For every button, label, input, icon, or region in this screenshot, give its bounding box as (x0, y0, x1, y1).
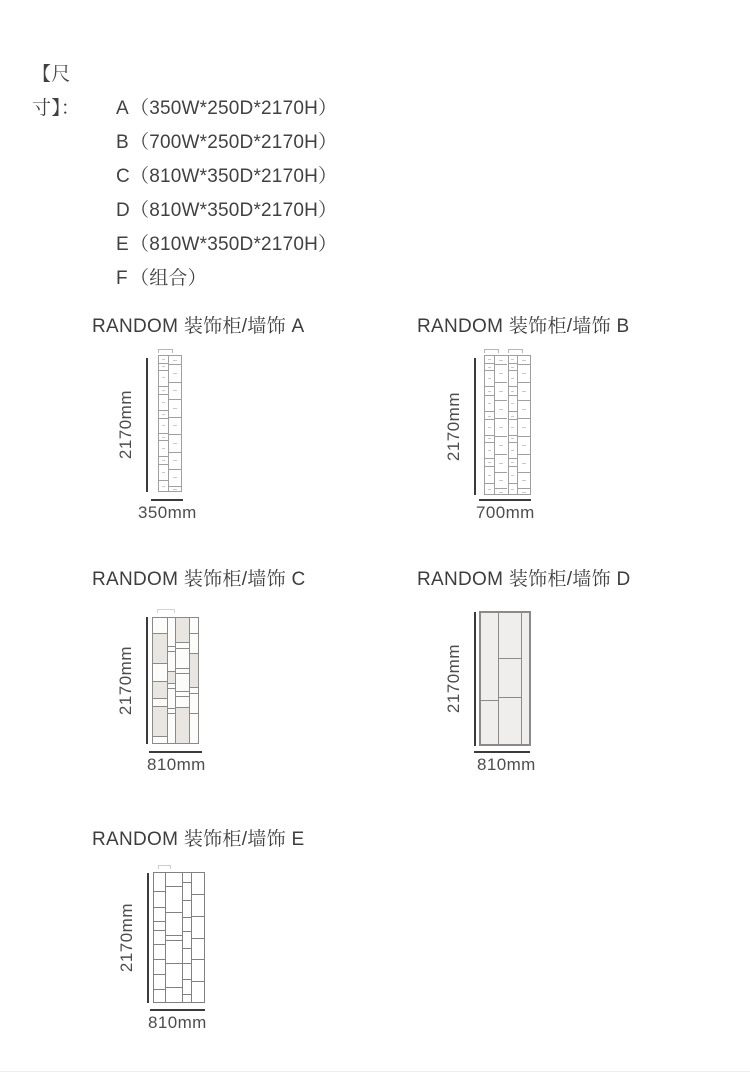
spec-letter: C (116, 166, 130, 187)
figure-b-height-dimension-line (474, 358, 476, 495)
figure-a-height-dimension-line (146, 358, 148, 492)
spec-letter: E (116, 234, 129, 255)
figure-d-height-dimension-line (474, 612, 476, 746)
figure-e-height-dimension-line (147, 873, 149, 1003)
figure-b-title: RANDOM 装饰柜/墙饰 B (417, 316, 630, 337)
cad-dimension-tick (158, 349, 173, 353)
figure-b-width-label: 700mm (476, 503, 535, 522)
figure-c-height-dimension-line (146, 617, 148, 744)
figure-d-title: RANDOM 装饰柜/墙饰 D (417, 569, 631, 590)
figure-c-cabinet-drawing (152, 617, 199, 744)
spec-heading: 【尺寸】： (32, 64, 81, 119)
cad-dimension-tick (484, 349, 499, 353)
spec-dims: （350W*250D*2170H） (130, 98, 338, 119)
spec-dims: （组合） (130, 268, 207, 289)
spec-dims: （700W*250D*2170H） (130, 132, 338, 153)
figure-a-height-label: 2170mm (116, 390, 135, 460)
figure-a-width-label: 350mm (138, 503, 197, 522)
spec-dims: （810W*350D*2170H） (130, 166, 338, 187)
spec-line-b (32, 126, 337, 160)
figure-e-width-label: 810mm (148, 1013, 207, 1032)
figure-c-width-dimension-line (149, 751, 202, 753)
figure-a-title: RANDOM 装饰柜/墙饰 A (92, 316, 305, 337)
cad-dimension-tick (158, 865, 171, 869)
spec-letter: A (116, 98, 129, 119)
spec-line-f (32, 262, 337, 296)
figure-d-height-label: 2170mm (444, 644, 463, 714)
figure-b-height-label: 2170mm (444, 391, 463, 462)
spec-line-e (32, 228, 337, 262)
dimensions-spec-list (32, 58, 337, 296)
figure-d-width-label: 810mm (477, 755, 536, 774)
figure-d-cabinet-drawing (479, 611, 531, 746)
spec-dims: （810W*350D*2170H） (130, 200, 338, 221)
figure-e-cabinet-drawing (153, 872, 205, 1003)
spec-line-c (32, 160, 337, 194)
spec-line-a (32, 58, 337, 126)
figure-c-width-label: 810mm (147, 755, 206, 774)
spec-dims: （810W*350D*2170H） (130, 234, 338, 255)
figure-b-width-dimension-line (479, 499, 531, 501)
figure-e-width-dimension-line (150, 1009, 205, 1011)
spec-line-d (32, 194, 337, 228)
figure-c-height-label: 2170mm (116, 645, 135, 716)
figure-a-cabinet-drawing (158, 355, 182, 492)
cad-dimension-tick (157, 609, 175, 613)
cad-dimension-tick (508, 349, 523, 353)
figure-b-cabinet-drawing (484, 355, 531, 495)
spec-letter: B (116, 132, 129, 153)
spec-letter: D (116, 200, 130, 221)
spec-letter: F (116, 268, 128, 289)
figure-e-title: RANDOM 装饰柜/墙饰 E (92, 829, 305, 850)
figure-d-width-dimension-line (474, 751, 530, 753)
figure-e-height-label: 2170mm (117, 903, 136, 973)
figure-c-title: RANDOM 装饰柜/墙饰 C (92, 569, 306, 590)
figure-a-width-dimension-line (151, 499, 183, 501)
